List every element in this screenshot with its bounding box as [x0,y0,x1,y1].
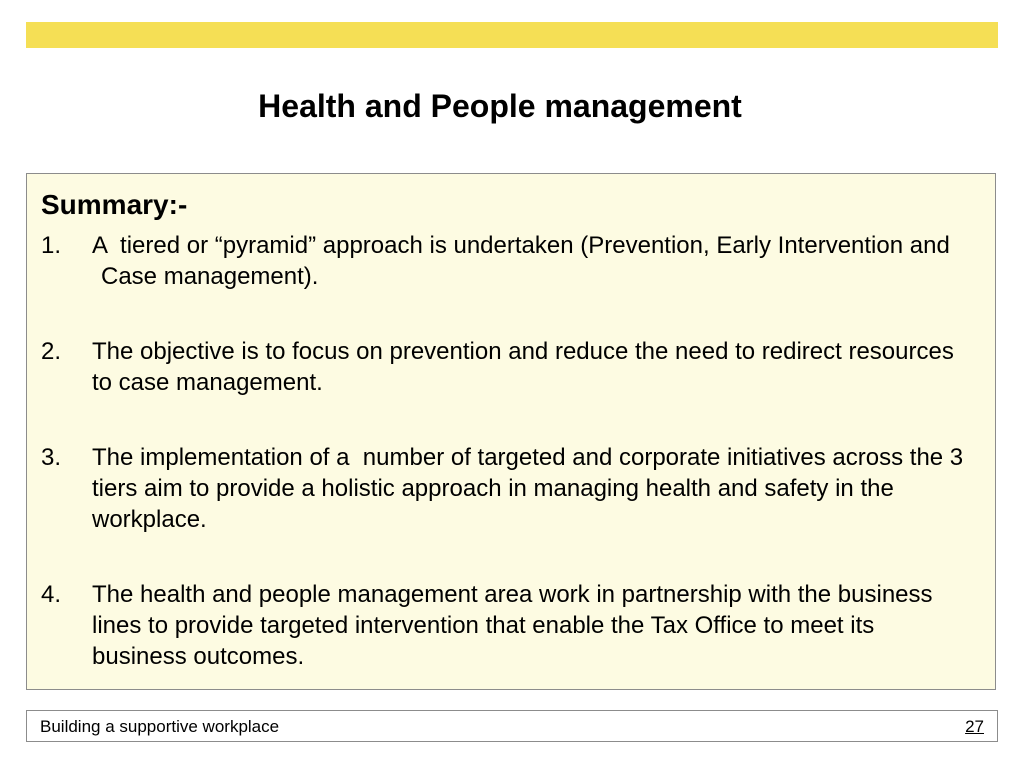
summary-heading: Summary:- [41,189,188,220]
item-text: The implementation of a number of targeted and corporate initiatives across the 3 tiers aim to provide a holistic approach in managing health and safety in the workplace. [92,444,970,533]
item-text: The health and people management area work in partnership with the business lines to provide targeted intervention that enable the Tax Office to meet its business outcomes. [92,581,940,670]
list-item [41,230,971,292]
footer [26,710,998,742]
item-number: 3. [41,444,62,471]
list-item [41,336,971,398]
footer-text: Building a supportive workplace [40,717,280,736]
item-number: 2. [41,338,62,365]
item-text: A tiered or “pyramid” approach is undertaken (Prevention, Early Intervention and Case management). [92,232,957,290]
summary-panel [26,173,996,690]
page-number: 27 [965,717,984,736]
item-number: 1. [41,232,62,259]
summary-list [41,230,971,716]
accent-bar [26,22,998,48]
list-item [41,442,971,535]
list-item [41,579,971,672]
slide-title: Health and People management [258,88,742,124]
item-number: 4. [41,581,62,608]
item-text: The objective is to focus on prevention and reduce the need to redirect resources to case management. [92,338,961,396]
